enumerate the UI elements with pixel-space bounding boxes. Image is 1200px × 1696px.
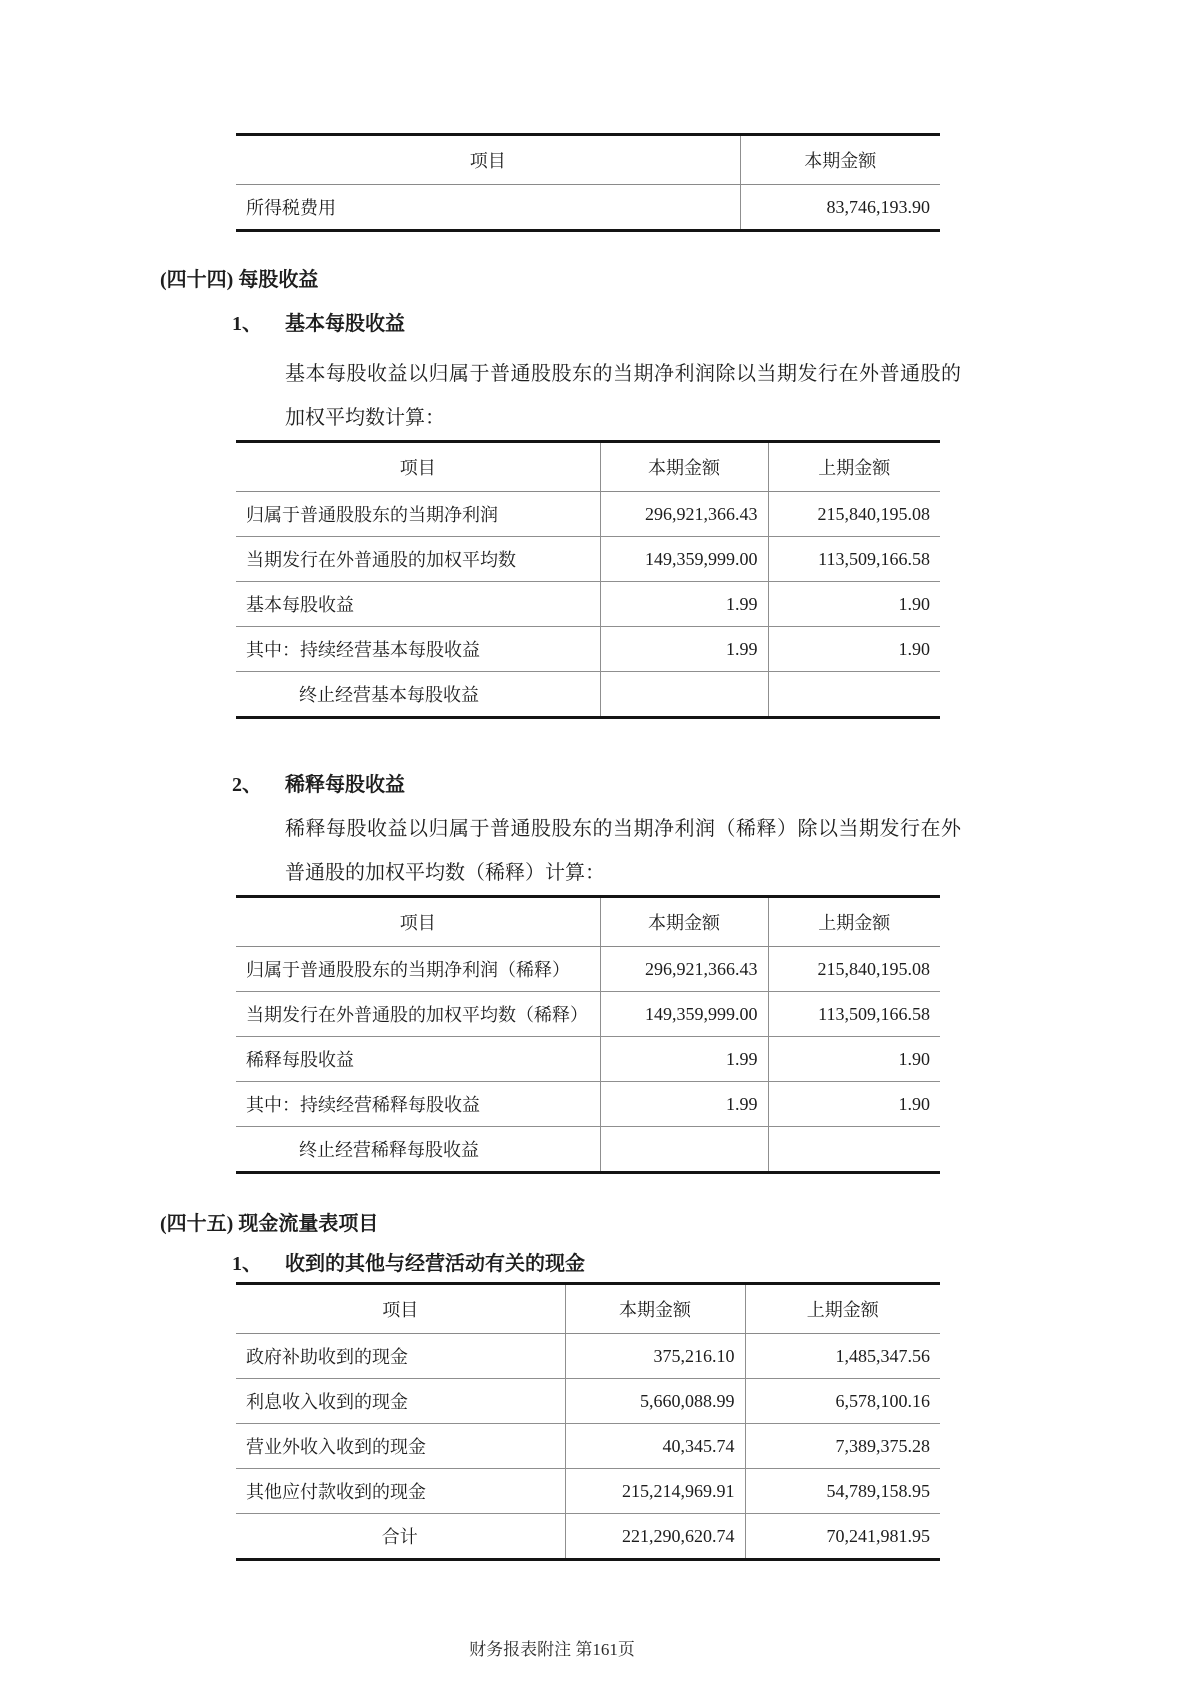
- table-row: [236, 582, 940, 627]
- total-current-value: 221,290,620.74: [565, 1514, 745, 1560]
- col-header-prior: 上期金额: [768, 897, 940, 947]
- row-label: 归属于普通股股东的当期净利润: [236, 492, 600, 537]
- row-prior-value: [768, 1127, 940, 1173]
- row-label: 所得税费用: [246, 198, 336, 218]
- table-row: [236, 1379, 940, 1424]
- table-row: [236, 947, 940, 992]
- row-prior-value: 1.90: [768, 1037, 940, 1082]
- table-row: [236, 1037, 940, 1082]
- col-header-item: 项目: [236, 897, 600, 947]
- subsection-diluted-eps-heading: [232, 771, 1200, 799]
- table-header-row: [236, 1284, 940, 1334]
- row-prior-value: 215,840,195.08: [768, 492, 940, 537]
- row-prior-value: 113,509,166.58: [768, 992, 940, 1037]
- table-row: [236, 992, 940, 1037]
- table-header-row: [236, 135, 940, 185]
- row-current-value: 1.99: [600, 627, 768, 672]
- row-current-value: [600, 672, 768, 718]
- row-current-value: 215,214,969.91: [565, 1469, 745, 1514]
- row-prior-value: 1.90: [768, 1082, 940, 1127]
- table-row: [236, 1469, 940, 1514]
- row-prior-value: 6,578,100.16: [745, 1379, 940, 1424]
- row-current-value: 1.99: [600, 1037, 768, 1082]
- col-header-prior: 上期金额: [745, 1284, 940, 1334]
- col-header-prior: 上期金额: [768, 442, 940, 492]
- table-row: [236, 537, 940, 582]
- total-prior-value: 70,241,981.95: [745, 1514, 940, 1560]
- row-label: 稀释每股收益: [236, 1037, 600, 1082]
- subsection-title: 基本每股收益: [285, 313, 405, 335]
- subsection-title: 收到的其他与经营活动有关的现金: [285, 1253, 585, 1275]
- subsection-basic-eps-heading: [232, 310, 1200, 338]
- row-current-value: 40,345.74: [565, 1424, 745, 1469]
- row-label: 政府补助收到的现金: [236, 1334, 565, 1379]
- table-row: [236, 627, 940, 672]
- row-prior-value: 215,840,195.08: [768, 947, 940, 992]
- row-prior-value: [768, 672, 940, 718]
- col-header-item: 项目: [236, 442, 600, 492]
- col-header-item: 项目: [236, 135, 740, 185]
- other-operating-cash-table: [236, 1282, 940, 1561]
- section-45-heading: (四十五) 现金流量表项目: [160, 1213, 379, 1235]
- subsection-title: 稀释每股收益: [285, 774, 405, 796]
- basic-eps-table: [236, 440, 940, 719]
- row-label: 终止经营稀释每股收益: [299, 1140, 479, 1160]
- table-header-row: [236, 897, 940, 947]
- col-header-item: 项目: [236, 1284, 565, 1334]
- col-header-current: 本期金额: [565, 1284, 745, 1334]
- section-44-heading: (四十四) 每股收益: [160, 269, 319, 291]
- row-label: 当期发行在外普通股的加权平均数（稀释）: [236, 992, 600, 1037]
- table-row: [236, 672, 940, 718]
- row-prior-value: 1.90: [768, 627, 940, 672]
- row-label: 归属于普通股股东的当期净利润（稀释）: [236, 947, 600, 992]
- row-prior-value: 1.90: [768, 582, 940, 627]
- table-row: [236, 1127, 940, 1173]
- row-current-value: [600, 1127, 768, 1173]
- row-prior-value: 113,509,166.58: [768, 537, 940, 582]
- table-row: [236, 492, 940, 537]
- row-current-value: 375,216.10: [565, 1334, 745, 1379]
- row-current-value: 296,921,366.43: [600, 947, 768, 992]
- row-label: 其中：持续经营稀释每股收益: [236, 1082, 600, 1127]
- row-label: 营业外收入收到的现金: [236, 1424, 565, 1469]
- row-label: 终止经营基本每股收益: [299, 685, 479, 705]
- row-current-value: 5,660,088.99: [565, 1379, 745, 1424]
- subsection-number: 1、: [232, 1253, 262, 1275]
- row-current-value: 1.99: [600, 582, 768, 627]
- table-row: [236, 1082, 940, 1127]
- table-total-row: [236, 1514, 940, 1560]
- col-header-current: 本期金额: [600, 897, 768, 947]
- col-header-current: 本期金额: [600, 442, 768, 492]
- row-prior-value: 1,485,347.56: [745, 1334, 940, 1379]
- income-tax-table: [236, 133, 940, 232]
- row-label: 其他应付款收到的现金: [236, 1469, 565, 1514]
- table-row: [236, 185, 940, 231]
- subsection-number: 1、: [232, 313, 262, 335]
- page-footer: 财务报表附注 第161页: [469, 1640, 635, 1659]
- row-label: 利息收入收到的现金: [236, 1379, 565, 1424]
- row-label: 其中：持续经营基本每股收益: [236, 627, 600, 672]
- table-row: [236, 1424, 940, 1469]
- subsection-other-cash-heading: [232, 1250, 1200, 1278]
- row-label: 基本每股收益: [236, 582, 600, 627]
- basic-eps-intro-paragraph: 基本每股收益以归属于普通股股东的当期净利润除以当期发行在外普通股的加权平均数计算：: [285, 363, 961, 429]
- row-prior-value: 54,789,158.95: [745, 1469, 940, 1514]
- table-row: [236, 1334, 940, 1379]
- diluted-eps-intro-paragraph: 稀释每股收益以归属于普通股股东的当期净利润（稀释）除以当期发行在外普通股的加权平均数（稀释）计算：: [285, 818, 961, 884]
- subsection-number: 2、: [232, 774, 262, 796]
- row-current-value: 1.99: [600, 1082, 768, 1127]
- total-row-label: 合计: [381, 1527, 418, 1547]
- row-prior-value: 7,389,375.28: [745, 1424, 940, 1469]
- row-current-value: 296,921,366.43: [600, 492, 768, 537]
- diluted-eps-table: [236, 895, 940, 1174]
- col-header-current: 本期金额: [740, 135, 940, 185]
- table-header-row: [236, 442, 940, 492]
- row-current-value: 83,746,193.90: [740, 185, 940, 231]
- row-current-value: 149,359,999.00: [600, 537, 768, 582]
- row-current-value: 149,359,999.00: [600, 992, 768, 1037]
- row-label: 当期发行在外普通股的加权平均数: [236, 537, 600, 582]
